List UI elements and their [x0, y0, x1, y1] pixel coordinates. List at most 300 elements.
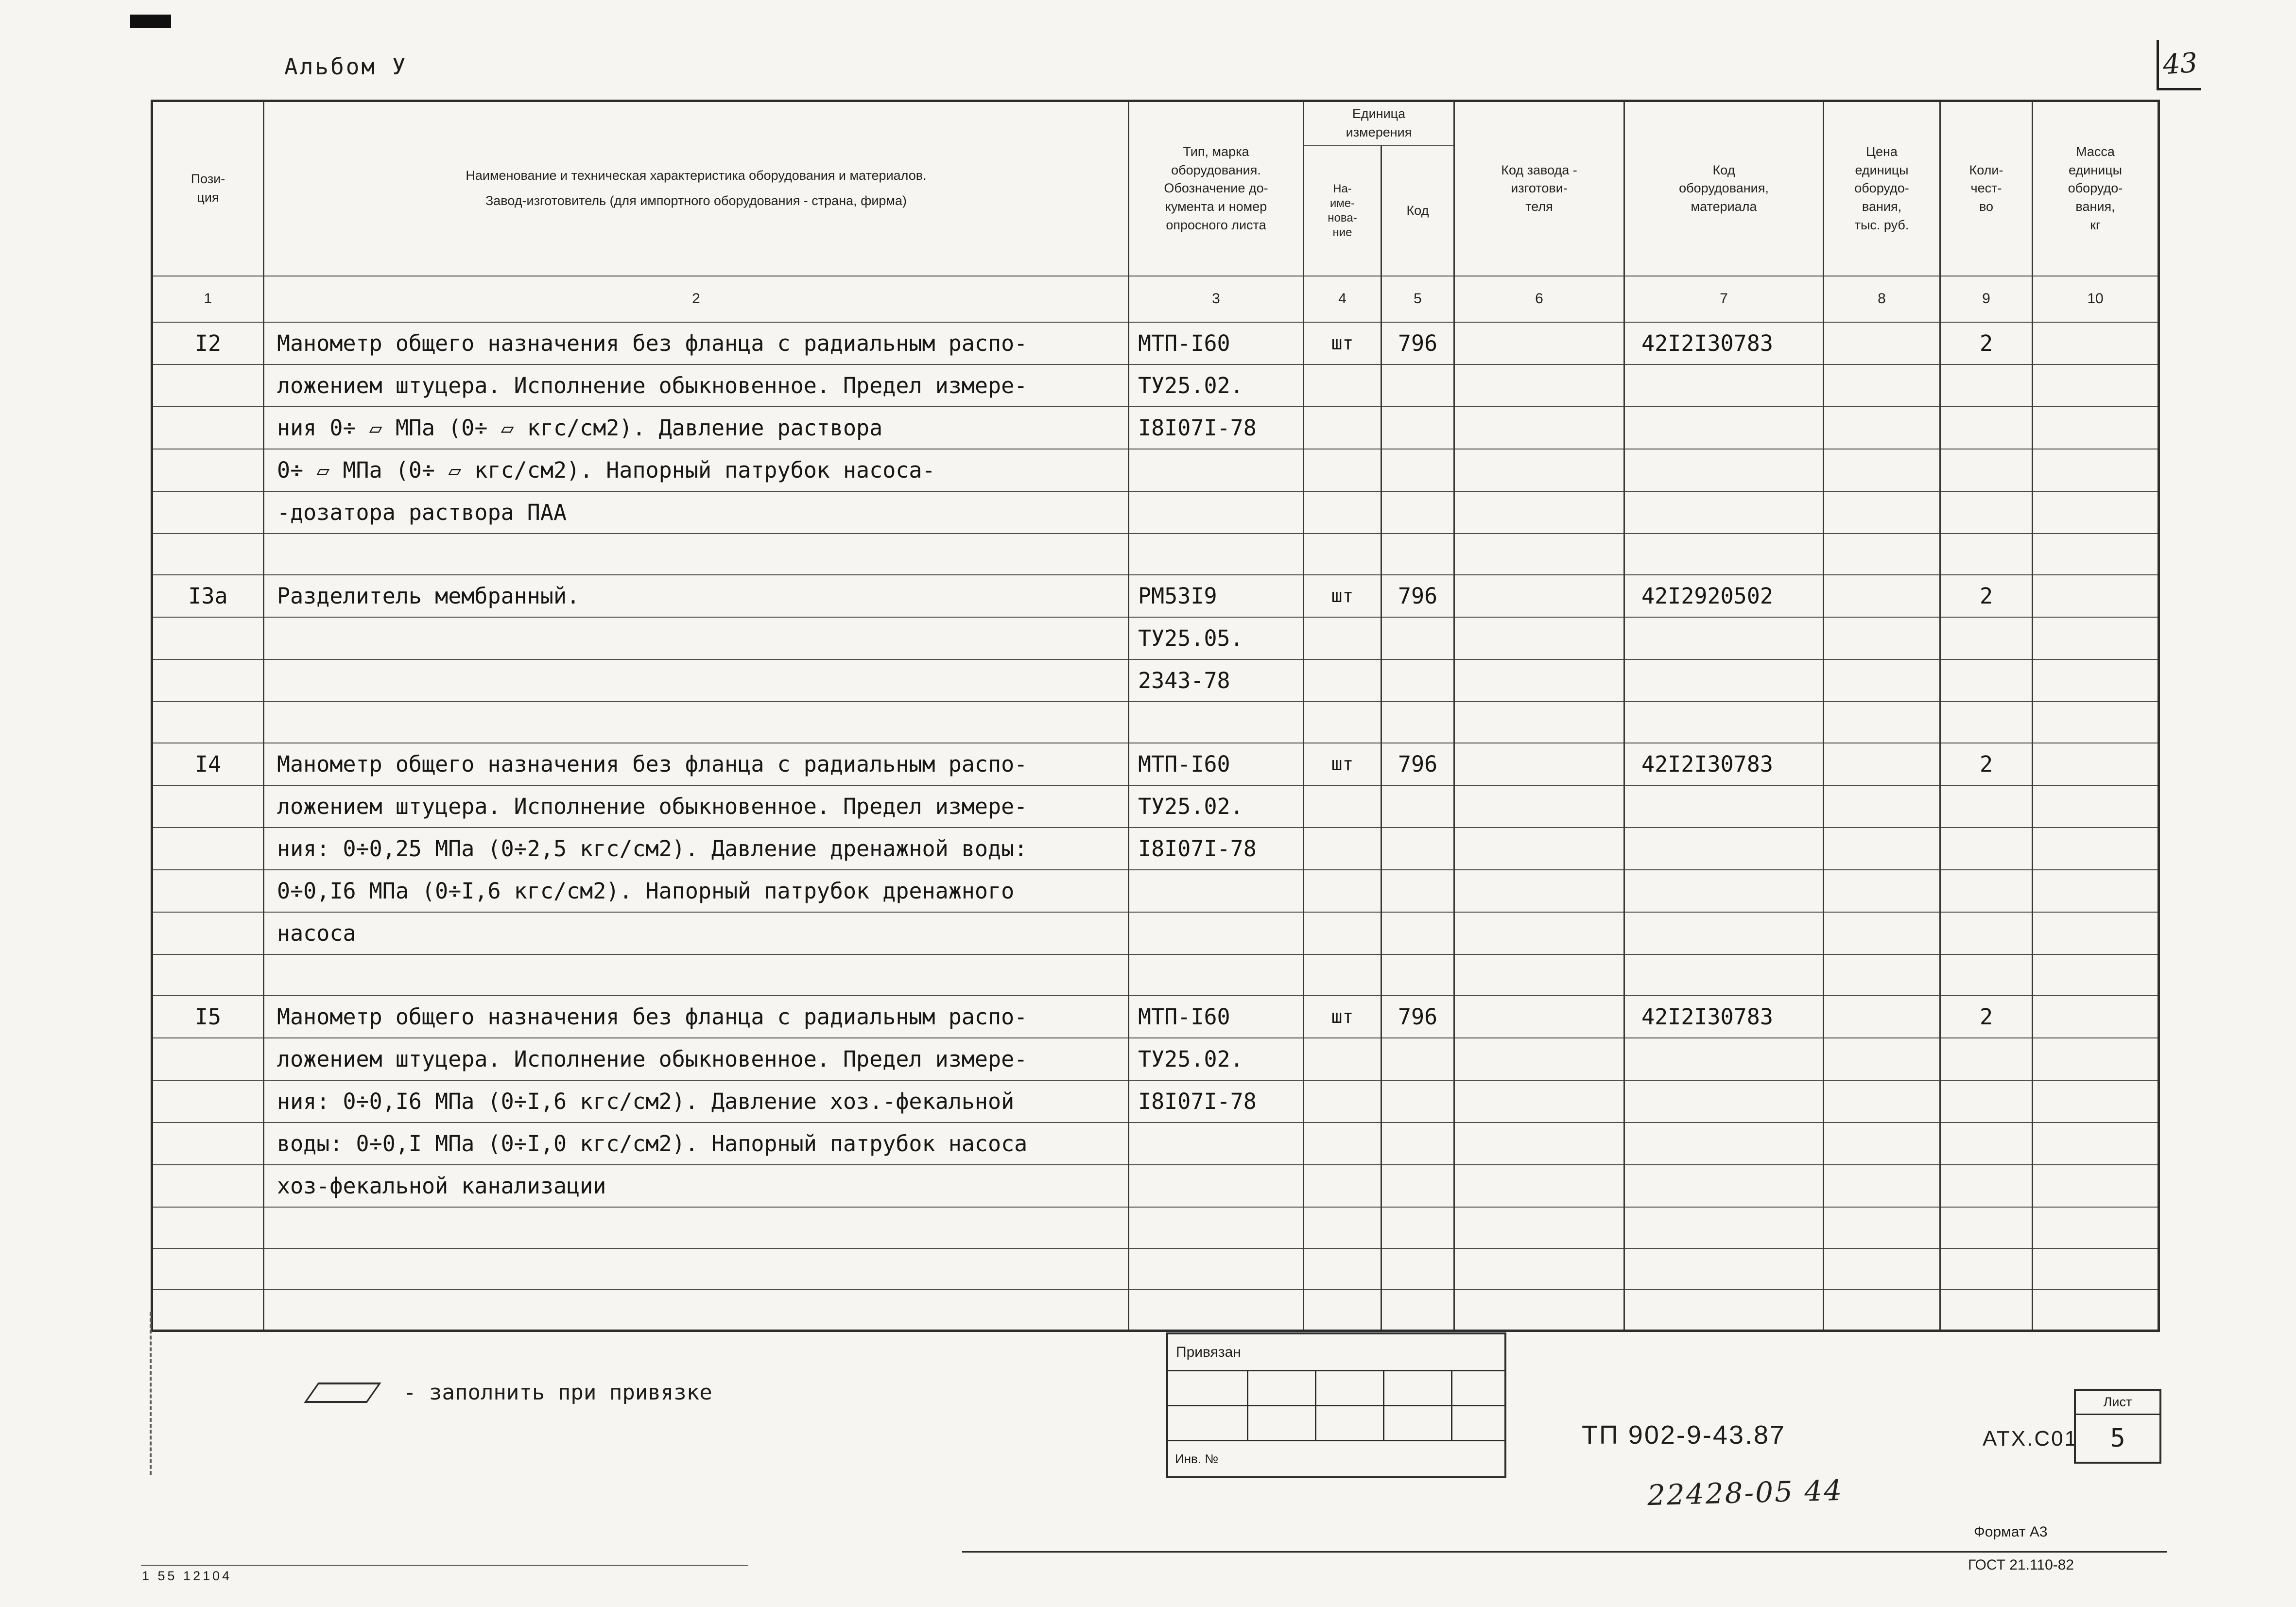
cell-plant — [1454, 743, 1624, 785]
col-number: 5 — [1381, 276, 1454, 322]
cell-qty — [1940, 659, 2033, 702]
table-row — [152, 449, 2159, 491]
cell-equip — [1624, 702, 1824, 743]
table-row — [152, 954, 2159, 996]
cell-mass — [2033, 702, 2159, 743]
table-row — [152, 1290, 2159, 1331]
cell-mass — [2033, 407, 2159, 449]
cell-plant — [1454, 449, 1624, 491]
cell-qty — [1940, 1038, 2033, 1080]
cell-equip — [1624, 617, 1824, 659]
cell-plant — [1454, 785, 1624, 828]
cell-type: МТП-I60 — [1129, 743, 1304, 785]
cell-mass — [2033, 1207, 2159, 1248]
cell-pos — [152, 785, 264, 828]
cell-unit — [1304, 1290, 1381, 1331]
cell-equip — [1624, 954, 1824, 996]
stamp-cell — [1452, 1371, 1504, 1405]
cell-mass — [2033, 575, 2159, 617]
cell-type: РМ53I9 — [1129, 575, 1304, 617]
cell-code: 796 — [1381, 322, 1454, 364]
cell-code — [1381, 1248, 1454, 1290]
cell-price — [1824, 322, 1940, 364]
cell-code — [1381, 702, 1454, 743]
header-pos: Пози- ция — [152, 101, 264, 276]
cell-unit — [1304, 1248, 1381, 1290]
cell-price — [1824, 785, 1940, 828]
cell-price — [1824, 702, 1940, 743]
cell-price — [1824, 996, 1940, 1038]
col-number: 9 — [1940, 276, 2033, 322]
header-equip-code: Код оборудования, материала — [1624, 101, 1824, 276]
cell-name: ния: 0÷0,25 МПа (0÷2,5 кгс/см2). Давление дренажной воды: — [264, 828, 1129, 870]
cell-qty — [1940, 702, 2033, 743]
cell-unit — [1304, 828, 1381, 870]
cell-type — [1129, 1123, 1304, 1165]
cell-mass — [2033, 1165, 2159, 1207]
table-row — [152, 1123, 2159, 1165]
cell-type — [1129, 491, 1304, 534]
cell-equip — [1624, 449, 1824, 491]
cell-code: 796 — [1381, 743, 1454, 785]
album-title: Альбом У — [284, 53, 408, 80]
legend — [311, 1380, 712, 1405]
table-row — [152, 912, 2159, 954]
cell-plant — [1454, 575, 1624, 617]
header-type: Тип, марка оборудования. Обозначение до- кумента и номер опросного листа — [1129, 101, 1304, 276]
table-row — [152, 743, 2159, 785]
cell-code — [1381, 1165, 1454, 1207]
cell-qty — [1940, 1123, 2033, 1165]
cell-equip: 42I2I30783 — [1624, 996, 1824, 1038]
cell-pos — [152, 1080, 264, 1123]
cell-name: -дозатора раствора ПАА — [264, 491, 1129, 534]
col-number: 7 — [1624, 276, 1824, 322]
table-row — [152, 1038, 2159, 1080]
cell-plant — [1454, 1290, 1624, 1331]
cell-type: МТП-I60 — [1129, 996, 1304, 1038]
cell-mass — [2033, 534, 2159, 575]
cell-name: ложением штуцера. Исполнение обыкновенное. Предел измере- — [264, 364, 1129, 407]
cell-code — [1381, 534, 1454, 575]
document-number: ТП 902-9-43.87 — [1582, 1420, 1786, 1450]
table-row — [152, 575, 2159, 617]
cell-price — [1824, 1038, 1940, 1080]
header-name: Наименование и техническая характеристика оборудования и материалов. Завод-изготовитель (для импортного оборудования - страна, фирма) — [264, 101, 1129, 276]
cell-type: ТУ25.02. — [1129, 364, 1304, 407]
header-plant-code: Код завода - изготови- теля — [1454, 101, 1624, 276]
cell-code: 796 — [1381, 996, 1454, 1038]
cell-mass — [2033, 954, 2159, 996]
cell-equip — [1624, 1290, 1824, 1331]
table-row — [152, 1080, 2159, 1123]
cell-plant — [1454, 322, 1624, 364]
cell-qty — [1940, 1165, 2033, 1207]
column-number-row — [152, 276, 2159, 322]
table-row — [152, 1207, 2159, 1248]
cell-plant — [1454, 1248, 1624, 1290]
cell-name: ложением штуцера. Исполнение обыкновенное. Предел измере- — [264, 1038, 1129, 1080]
cell-type — [1129, 449, 1304, 491]
cell-unit: шт — [1304, 575, 1381, 617]
stamp-inv-label: Инв. № — [1175, 1451, 1219, 1466]
cell-mass — [2033, 617, 2159, 659]
cell-price — [1824, 743, 1940, 785]
cell-name — [264, 617, 1129, 659]
cell-pos — [152, 912, 264, 954]
cell-code — [1381, 364, 1454, 407]
format-label: Формат А3 — [1974, 1524, 2048, 1540]
cell-name — [264, 534, 1129, 575]
cell-unit: шт — [1304, 743, 1381, 785]
cell-plant — [1454, 364, 1624, 407]
cell-plant — [1454, 407, 1624, 449]
parallelogram-symbol — [304, 1382, 381, 1403]
cell-pos: I2 — [152, 322, 264, 364]
cell-mass — [2033, 659, 2159, 702]
table-row — [152, 996, 2159, 1038]
table-row — [152, 617, 2159, 659]
cell-mass — [2033, 322, 2159, 364]
stamp-cell — [1316, 1371, 1384, 1405]
cell-name — [264, 954, 1129, 996]
cell-qty: 2 — [1940, 743, 2033, 785]
table-row — [152, 491, 2159, 534]
stamp-cell — [1168, 1371, 1248, 1405]
header-mass: Масса единицы оборудо- вания, кг — [2033, 101, 2159, 276]
cell-price — [1824, 575, 1940, 617]
cell-plant — [1454, 1080, 1624, 1123]
stamp-title: Привязан — [1168, 1334, 1504, 1371]
table-row — [152, 870, 2159, 912]
cell-mass — [2033, 1080, 2159, 1123]
cell-code — [1381, 954, 1454, 996]
stamp-grid-row — [1168, 1406, 1504, 1441]
cell-qty — [1940, 364, 2033, 407]
cell-name: Манометр общего назначения без фланца с радиальным распо- — [264, 743, 1129, 785]
cell-qty — [1940, 954, 2033, 996]
cell-price — [1824, 364, 1940, 407]
cell-equip — [1624, 364, 1824, 407]
cell-equip — [1624, 407, 1824, 449]
cell-plant — [1454, 870, 1624, 912]
cell-plant — [1454, 702, 1624, 743]
cell-mass — [2033, 828, 2159, 870]
header-unit-name: На- име- нова- ние — [1304, 146, 1381, 276]
cell-unit: шт — [1304, 322, 1381, 364]
cell-equip — [1624, 534, 1824, 575]
cell-unit — [1304, 1038, 1381, 1080]
spec-table-body — [152, 322, 2159, 1331]
cell-plant — [1454, 912, 1624, 954]
cell-name: 0÷ ▱ МПа (0÷ ▱ кгс/см2). Напорный патрубок насоса- — [264, 449, 1129, 491]
cell-plant — [1454, 617, 1624, 659]
cell-qty — [1940, 1248, 2033, 1290]
cell-name: Разделитель мембранный. — [264, 575, 1129, 617]
cell-type — [1129, 954, 1304, 996]
cell-price — [1824, 912, 1940, 954]
cell-equip — [1624, 1207, 1824, 1248]
cell-name — [264, 1290, 1129, 1331]
cell-price — [1824, 954, 1940, 996]
cell-price — [1824, 1248, 1940, 1290]
cell-type — [1129, 1207, 1304, 1248]
cell-name: хоз-фекальной канализации — [264, 1165, 1129, 1207]
cell-qty — [1940, 407, 2033, 449]
stamp-box — [1166, 1332, 1506, 1478]
cell-plant — [1454, 1038, 1624, 1080]
cell-qty — [1940, 1207, 2033, 1248]
cell-code — [1381, 659, 1454, 702]
cell-pos — [152, 1038, 264, 1080]
bottom-left-code: 1 55 12104 — [142, 1569, 232, 1583]
cell-pos — [152, 1207, 264, 1248]
cell-price — [1824, 828, 1940, 870]
cell-plant — [1454, 1165, 1624, 1207]
cell-pos — [152, 1165, 264, 1207]
cell-equip — [1624, 785, 1824, 828]
cell-price — [1824, 1080, 1940, 1123]
cell-unit — [1304, 491, 1381, 534]
cell-type — [1129, 534, 1304, 575]
cell-plant — [1454, 1123, 1624, 1165]
cell-unit — [1304, 785, 1381, 828]
cell-mass — [2033, 785, 2159, 828]
table-row — [152, 407, 2159, 449]
cell-name: ния 0÷ ▱ МПа (0÷ ▱ кгс/см2). Давление раствора — [264, 407, 1129, 449]
cell-plant — [1454, 659, 1624, 702]
stamp-cell — [1248, 1371, 1316, 1405]
cell-code — [1381, 407, 1454, 449]
stamp-grid-row — [1168, 1371, 1504, 1406]
cell-qty: 2 — [1940, 322, 2033, 364]
table-row — [152, 1248, 2159, 1290]
cell-mass — [2033, 1248, 2159, 1290]
cell-unit: шт — [1304, 996, 1381, 1038]
cell-code — [1381, 617, 1454, 659]
cell-unit — [1304, 659, 1381, 702]
cell-equip — [1624, 1248, 1824, 1290]
cell-equip — [1624, 1080, 1824, 1123]
cell-qty — [1940, 828, 2033, 870]
cell-mass — [2033, 912, 2159, 954]
cell-type: ТУ25.05. — [1129, 617, 1304, 659]
cell-qty: 2 — [1940, 996, 2033, 1038]
header-unit-group: Единица измерения — [1304, 101, 1454, 146]
table-row — [152, 702, 2159, 743]
cell-qty: 2 — [1940, 575, 2033, 617]
cell-mass — [2033, 364, 2159, 407]
cell-unit — [1304, 912, 1381, 954]
cell-price — [1824, 870, 1940, 912]
cell-name: насоса — [264, 912, 1129, 954]
cell-code — [1381, 491, 1454, 534]
cell-mass — [2033, 449, 2159, 491]
table-row — [152, 785, 2159, 828]
cell-mass — [2033, 743, 2159, 785]
stamp-cell — [1248, 1406, 1316, 1440]
col-number: 4 — [1304, 276, 1381, 322]
sheet-label: Лист — [2076, 1391, 2159, 1415]
cell-qty — [1940, 617, 2033, 659]
cell-pos — [152, 491, 264, 534]
cell-name — [264, 1207, 1129, 1248]
gost-label: ГОСТ 21.110-82 — [1968, 1557, 2074, 1573]
cell-pos — [152, 702, 264, 743]
sheet-number: 5 — [2110, 1424, 2125, 1453]
document-code: АТХ.С01 — [1983, 1427, 2078, 1451]
table-row — [152, 828, 2159, 870]
cell-type: ТУ25.02. — [1129, 785, 1304, 828]
cell-equip: 42I2I30783 — [1624, 322, 1824, 364]
sheet-box — [2074, 1389, 2161, 1464]
cell-unit — [1304, 1123, 1381, 1165]
cell-name: ния: 0÷0,I6 МПа (0÷I,6 кгс/см2). Давление хоз.-фекальной — [264, 1080, 1129, 1123]
cell-qty — [1940, 534, 2033, 575]
cell-type — [1129, 1290, 1304, 1331]
cell-type: I8I07I-78 — [1129, 828, 1304, 870]
cell-price — [1824, 1123, 1940, 1165]
cell-unit — [1304, 534, 1381, 575]
cell-unit — [1304, 870, 1381, 912]
cell-plant — [1454, 828, 1624, 870]
stamp-cell — [1316, 1406, 1384, 1440]
cell-pos — [152, 828, 264, 870]
cell-qty — [1940, 449, 2033, 491]
cell-pos — [152, 364, 264, 407]
page-number: 43 — [2161, 47, 2199, 81]
cell-code — [1381, 1080, 1454, 1123]
cell-type — [1129, 702, 1304, 743]
cell-plant — [1454, 996, 1624, 1038]
cell-price — [1824, 449, 1940, 491]
cell-plant — [1454, 534, 1624, 575]
cell-mass — [2033, 1038, 2159, 1080]
cell-name — [264, 659, 1129, 702]
cell-mass — [2033, 870, 2159, 912]
cell-type: I8I07I-78 — [1129, 1080, 1304, 1123]
legend-text: - заполнить при привязке — [403, 1380, 712, 1405]
cell-type — [1129, 1248, 1304, 1290]
cell-equip — [1624, 828, 1824, 870]
cell-name — [264, 1248, 1129, 1290]
cell-qty — [1940, 870, 2033, 912]
cell-price — [1824, 1207, 1940, 1248]
footer-rule — [962, 1551, 2167, 1553]
cell-type: МТП-I60 — [1129, 322, 1304, 364]
cell-mass — [2033, 1123, 2159, 1165]
cell-price — [1824, 407, 1940, 449]
cell-pos — [152, 407, 264, 449]
cell-name — [264, 702, 1129, 743]
cell-unit — [1304, 1080, 1381, 1123]
cell-code — [1381, 870, 1454, 912]
bottom-rule — [141, 1565, 748, 1566]
cell-price — [1824, 1165, 1940, 1207]
cell-name: 0÷0,I6 МПа (0÷I,6 кгс/см2). Напорный патрубок дренажного — [264, 870, 1129, 912]
cell-equip — [1624, 1123, 1824, 1165]
header-qty: Коли- чест- во — [1940, 101, 2033, 276]
cell-pos — [152, 870, 264, 912]
cell-name: Манометр общего назначения без фланца с радиальным распо- — [264, 996, 1129, 1038]
handwritten-note: 22428-05 44 — [1647, 1473, 1844, 1512]
cell-name: ложением штуцера. Исполнение обыкновенное. Предел измере- — [264, 785, 1129, 828]
col-number: 6 — [1454, 276, 1624, 322]
cell-type — [1129, 870, 1304, 912]
table-row — [152, 1165, 2159, 1207]
cell-equip — [1624, 912, 1824, 954]
cell-pos: I5 — [152, 996, 264, 1038]
spec-table — [151, 100, 2160, 1332]
cell-unit — [1304, 364, 1381, 407]
cell-qty — [1940, 491, 2033, 534]
cell-mass — [2033, 996, 2159, 1038]
cell-unit — [1304, 617, 1381, 659]
cell-pos — [152, 1248, 264, 1290]
cell-code — [1381, 785, 1454, 828]
col-number: 8 — [1824, 276, 1940, 322]
cell-code — [1381, 912, 1454, 954]
cell-code — [1381, 1207, 1454, 1248]
page-number-box — [2157, 40, 2201, 90]
stamp-cell — [1384, 1406, 1452, 1440]
cell-name: Манометр общего назначения без фланца с радиальным распо- — [264, 322, 1129, 364]
cell-pos — [152, 534, 264, 575]
cell-type: ТУ25.02. — [1129, 1038, 1304, 1080]
col-number: 10 — [2033, 276, 2159, 322]
col-number: 1 — [152, 276, 264, 322]
cell-equip — [1624, 659, 1824, 702]
stamp-cell — [1452, 1406, 1504, 1440]
left-dashed-border — [150, 1312, 152, 1475]
stamp-cell — [1168, 1406, 1248, 1440]
cell-qty — [1940, 912, 2033, 954]
cell-pos — [152, 1290, 264, 1331]
cell-mass — [2033, 491, 2159, 534]
cell-code — [1381, 1123, 1454, 1165]
cell-equip: 42I2920502 — [1624, 575, 1824, 617]
cell-type — [1129, 1165, 1304, 1207]
cell-equip: 42I2I30783 — [1624, 743, 1824, 785]
cell-price — [1824, 491, 1940, 534]
header-price: Цена единицы оборудо- вания, тыс. руб. — [1824, 101, 1940, 276]
table-row — [152, 322, 2159, 364]
cell-pos — [152, 449, 264, 491]
cell-pos: I3а — [152, 575, 264, 617]
cell-plant — [1454, 1207, 1624, 1248]
cell-pos — [152, 954, 264, 996]
cell-pos — [152, 659, 264, 702]
cell-equip — [1624, 870, 1824, 912]
col-number: 3 — [1129, 276, 1304, 322]
cell-code — [1381, 1038, 1454, 1080]
cell-code: 796 — [1381, 575, 1454, 617]
cell-name: воды: 0÷0,I МПа (0÷I,0 кгс/см2). Напорный патрубок насоса — [264, 1123, 1129, 1165]
scan-corner-mark — [130, 15, 171, 28]
cell-code — [1381, 1290, 1454, 1331]
col-number: 2 — [264, 276, 1129, 322]
cell-mass — [2033, 1290, 2159, 1331]
table-row — [152, 534, 2159, 575]
stamp-cell — [1384, 1371, 1452, 1405]
cell-price — [1824, 534, 1940, 575]
cell-plant — [1454, 954, 1624, 996]
cell-pos — [152, 617, 264, 659]
cell-unit — [1304, 1165, 1381, 1207]
cell-price — [1824, 617, 1940, 659]
cell-pos: I4 — [152, 743, 264, 785]
table-row — [152, 659, 2159, 702]
